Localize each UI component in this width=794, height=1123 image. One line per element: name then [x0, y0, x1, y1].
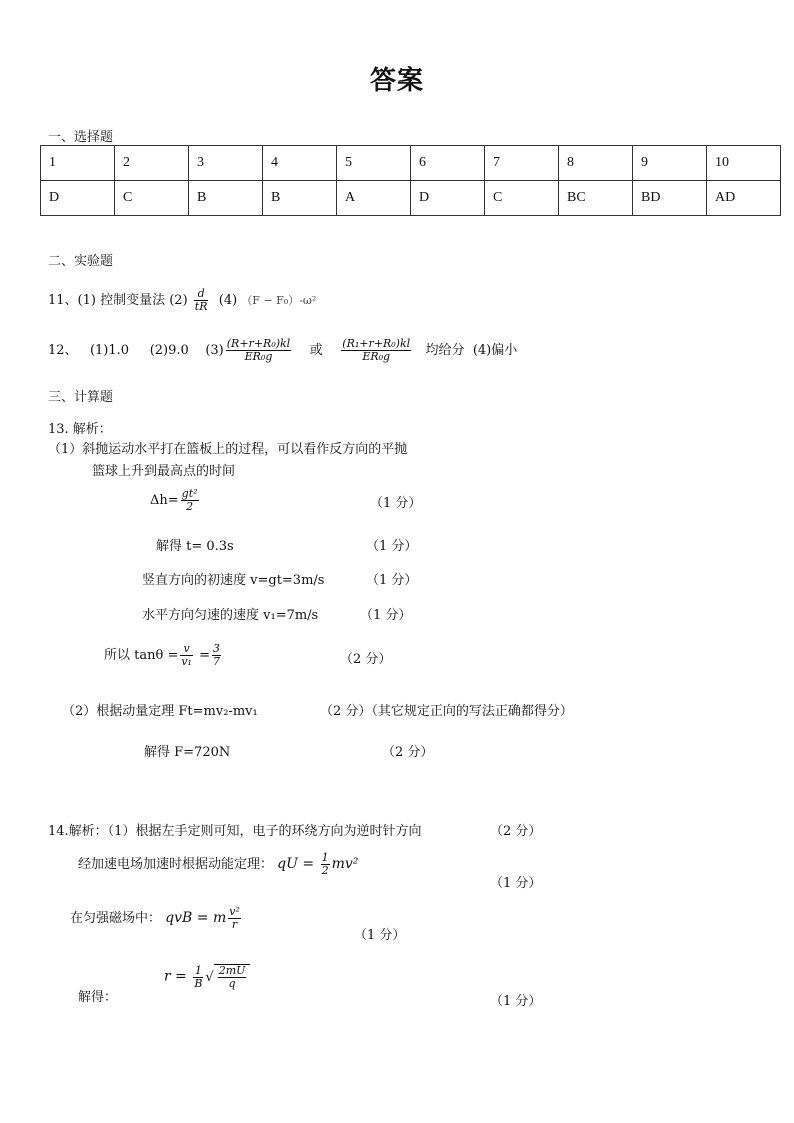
- q12-note: 均给分: [425, 343, 465, 358]
- q14-line3-num: v²: [229, 905, 240, 918]
- q14-line4-lhs: r =: [164, 968, 192, 985]
- page-title: 答案: [369, 66, 424, 96]
- table-cell: D: [411, 181, 485, 216]
- q14-line2-lhs: qU =: [277, 856, 319, 872]
- table-cell: C: [115, 181, 189, 216]
- q14-line3-frac: [228, 906, 241, 931]
- q11-prefix: 11、(1) 控制变量法 (2): [48, 293, 188, 308]
- q14-line4-eq: [164, 964, 250, 990]
- table-cell: 4: [263, 146, 337, 181]
- q12-fraction-2: [341, 338, 411, 363]
- q13-eq3: 竖直方向的初速度 v=gt=3m/s: [142, 573, 325, 588]
- table-answer-row: [41, 181, 781, 216]
- q13-eq5: [104, 643, 223, 668]
- table-cell: B: [189, 181, 263, 216]
- q13-eq5-num2: 3: [213, 642, 221, 655]
- table-cell: B: [263, 181, 337, 216]
- table-cell: AD: [707, 181, 781, 216]
- q11-fraction: [194, 288, 209, 313]
- section-calc-heading: 三、计算题: [48, 390, 114, 405]
- table-cell: D: [41, 181, 115, 216]
- table-cell: 10: [707, 146, 781, 181]
- q14-line4-score: （1 分）: [490, 994, 542, 1009]
- q13-eq1: [150, 488, 201, 513]
- q14-line4-radicand: [218, 965, 247, 990]
- q14-line2-text: 经加速电场加速时根据动能定理：: [78, 857, 274, 872]
- sqrt-icon: √ $\frac{2mU}{q}$: [205, 964, 250, 990]
- q14-line2-frac: [321, 852, 330, 877]
- q13-line1: （1）斜抛运动水平打在篮板上的过程，可以看作反方向的平抛: [48, 442, 408, 457]
- q13-eq1-num: gt²: [181, 487, 198, 500]
- table-cell: 6: [411, 146, 485, 181]
- q14-line4-rad-den: q: [228, 977, 236, 990]
- q14-line2-num: 1: [321, 851, 329, 864]
- q13-eq3-score: （1 分）: [366, 573, 418, 588]
- q13-eq5-equals: =: [199, 648, 211, 663]
- q13-eq1-frac: [181, 488, 199, 513]
- q11-frac-num: d: [194, 288, 209, 301]
- q12-frac2-num: (R₁+r+R₀)kl: [342, 337, 411, 350]
- table-cell: BD: [633, 181, 707, 216]
- q14-line2-rhs: mv²: [331, 856, 359, 872]
- q14-line2: [78, 852, 358, 877]
- table-cell: C: [485, 181, 559, 216]
- q13-label: 13. 解析：: [48, 422, 112, 437]
- q12-frac1-den: ER₀g: [244, 350, 273, 363]
- table-cell: 7: [485, 146, 559, 181]
- section-choice-heading: 一、选择题: [48, 130, 114, 145]
- q12-part2: (2)9.0: [149, 343, 189, 358]
- q13-eq2-score: （1 分）: [366, 539, 418, 554]
- table-cell: 2: [115, 146, 189, 181]
- table-cell: 5: [337, 146, 411, 181]
- q12-fraction-1: [226, 338, 291, 363]
- q12-part1: (1)1.0: [89, 343, 130, 358]
- q13-eq6-score: （2 分）（其它规定正向的写法正确都得分）: [320, 704, 573, 719]
- q12-prefix: 12、: [48, 343, 78, 358]
- answer-table: [40, 145, 781, 216]
- table-cell: 1: [41, 146, 115, 181]
- q11-line: [48, 288, 316, 313]
- q12-or: 或: [309, 343, 323, 358]
- q13-eq5-frac1: [180, 643, 193, 668]
- q12-frac1-num: (R+r+R₀)kl: [226, 337, 291, 350]
- q14-line4-num: 1: [194, 963, 202, 977]
- q13-eq4-score: （1 分）: [360, 608, 412, 623]
- q14-line3-score: （1 分）: [354, 928, 406, 943]
- q14-line3-den: r: [231, 918, 238, 931]
- q14-line4-rad-num: 2mU: [218, 964, 246, 977]
- table-header-row: [41, 146, 781, 181]
- q14-line1-score: （2 分）: [490, 824, 542, 839]
- q12-part4: (4)偏小: [472, 343, 518, 358]
- q14-line2-den: 2: [321, 864, 329, 877]
- q13-eq5-score: （2 分）: [340, 652, 392, 667]
- q13-eq5-den1: v₁: [181, 655, 192, 668]
- table-cell: 8: [559, 146, 633, 181]
- section-experiment-heading: 二、实验题: [48, 254, 114, 269]
- q13-eq5-frac2: [212, 643, 221, 668]
- q13-eq1-lhs: Δh=: [150, 493, 179, 508]
- q13-eq6: （2）根据动量定理 Ft=mv₂-mv₁: [62, 704, 258, 719]
- q11-part4-label: (4): [218, 293, 238, 308]
- table-cell: 9: [633, 146, 707, 181]
- q13-eq1-den: 2: [186, 500, 194, 513]
- q13-eq2: 解得 t= 0.3s: [156, 539, 234, 554]
- q14-line4-den: B: [194, 976, 203, 990]
- q13-line2: 篮球上升到最高点的时间: [92, 464, 236, 479]
- q13-eq1-score: （1 分）: [370, 496, 422, 511]
- q13-eq5-den2: 7: [213, 655, 221, 668]
- q14-line3-lhs: qvB = m: [165, 910, 227, 926]
- q13-eq5-lhs: 所以 tanθ =: [104, 648, 179, 663]
- q13-eq7-score: （2 分）: [382, 745, 434, 760]
- table-cell: 3: [189, 146, 263, 181]
- q14-line4-label: 解得：: [78, 990, 118, 1005]
- q13-eq4: 水平方向匀速的速度 v₁=7m/s: [142, 608, 319, 623]
- table-cell: A: [337, 181, 411, 216]
- q12-line: [48, 338, 517, 363]
- q14-line3: [70, 906, 243, 931]
- q14-line2-score: （1 分）: [490, 876, 542, 891]
- q14-line4-frac: [193, 965, 203, 990]
- q12-frac2-den: ER₀g: [362, 350, 391, 363]
- q14-line3-text: 在匀强磁场中：: [70, 911, 162, 926]
- q11-part4-expr: （F − F₀）-ω²: [241, 294, 317, 307]
- q12-part3: (3): [205, 343, 224, 358]
- q13-eq7: 解得 F=720N: [144, 745, 231, 760]
- table-cell: BC: [559, 181, 633, 216]
- q14-line1: 14.解析：（1）根据左手定则可知，电子的环绕方向为逆时针方向: [48, 824, 422, 839]
- q13-eq5-num1: v: [180, 643, 193, 656]
- q11-frac-den: tR: [194, 300, 208, 313]
